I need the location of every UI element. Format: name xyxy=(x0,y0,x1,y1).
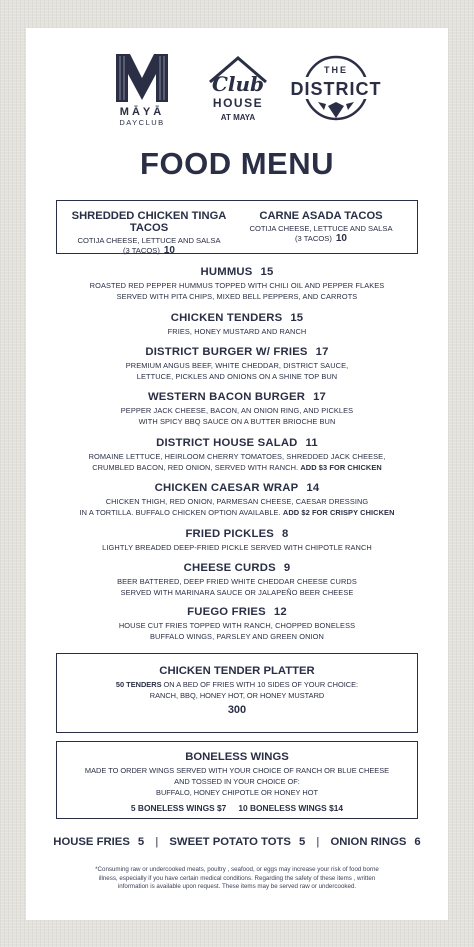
item-description-line: FRIES, HONEY MUSTARD AND RANCH xyxy=(167,327,307,336)
item-name: DISTRICT BURGER W/ FRIES xyxy=(145,346,308,358)
side-price: 5 xyxy=(298,836,306,848)
item-description-line: CRUMBLED BACON, RED ONION, SERVED WITH RANCH. xyxy=(92,463,299,472)
item-price: 15 xyxy=(290,312,304,324)
menu-item-chicken-tenders xyxy=(26,312,448,337)
maya-wordmark: MĀYĀ xyxy=(119,106,165,118)
menu-item-district-burger xyxy=(26,346,448,382)
item-description-line: BEER BATTERED, DEEP FRIED WHITE CHEDDAR CHEESE CURDS xyxy=(117,577,357,586)
boneless-wings-box xyxy=(56,741,418,819)
district-mark xyxy=(288,52,384,128)
separator: | xyxy=(316,836,320,848)
item-description-line: AND TOSSED IN YOUR CHOICE OF: xyxy=(174,777,300,786)
at-maya-text: AT MAYA xyxy=(220,113,256,122)
menu-item-cheese-curds xyxy=(26,562,448,598)
side-name: ONION RINGS xyxy=(330,836,407,848)
menu-item-hummus xyxy=(26,266,448,302)
item-price: 11 xyxy=(305,437,318,449)
item-description: COTIJA CHEESE, LETTUCE AND SALSA xyxy=(77,236,221,245)
item-description-line: PEPPER JACK CHEESE, BACON, AN ONION RING, AND PICKLES xyxy=(120,406,354,415)
item-price: 10 xyxy=(335,233,347,244)
item-price: 17 xyxy=(313,391,327,403)
item-description-line: BUFFALO, HONEY CHIPOTLE OR HONEY HOT xyxy=(156,788,318,797)
item-name: CHEESE CURDS xyxy=(183,562,276,574)
item-name: CHICKEN TENDERS xyxy=(170,312,283,324)
item-name: FUEGO FRIES xyxy=(187,606,266,618)
item-name: FRIED PICKLES xyxy=(185,528,275,540)
item-price: 15 xyxy=(260,266,274,278)
item-description-line: WITH SPICY BBQ SAUCE ON A BUTTER BRIOCHE BUN xyxy=(138,417,336,426)
house-text: HOUSE xyxy=(212,96,264,110)
item-description-line: LIGHTLY BREADED DEEP-FRIED PICKLE SERVED WITH CHIPOTLE RANCH xyxy=(102,543,372,552)
item-name: HUMMUS xyxy=(200,266,253,278)
item-description-line: BUFFALO WINGS, PARSLEY AND GREEN ONION xyxy=(150,632,324,641)
item-description xyxy=(57,679,417,701)
item-description-line: LETTUCE, PICKLES AND ONIONS ON A SHINE TOP BUN xyxy=(136,372,338,381)
menu-item-western-bacon-burger xyxy=(26,391,448,427)
side-name: SWEET POTATO TOTS xyxy=(169,836,291,848)
page-title: FOOD MENU xyxy=(140,146,334,181)
item-description-line: ROMAINE LETTUCE, HEIRLOOM CHERRY TOMATOES, SHREDDED JACK CHEESE, xyxy=(88,452,386,461)
chicken-tender-platter-box xyxy=(56,653,418,733)
item-name: DISTRICT HOUSE SALAD xyxy=(156,437,298,449)
item-name: BONELESS WINGS xyxy=(185,751,289,763)
club-script-text: Club xyxy=(211,72,265,96)
item-price-line xyxy=(63,245,235,256)
club-house-logo xyxy=(202,52,274,135)
item-description-line: IN A TORTILLA. BUFFALO CHICKEN OPTION AVAILABLE. xyxy=(79,508,281,517)
item-description-line: RANCH, BBQ, HONEY HOT, OR HONEY MUSTARD xyxy=(149,691,325,700)
item-addon: ADD $3 FOR CHICKEN xyxy=(300,463,382,472)
item-price: 14 xyxy=(306,482,320,494)
maya-dayclub-logo xyxy=(110,52,174,127)
wing-options xyxy=(57,803,417,813)
item-description-line: ROASTED RED PEPPER HUMMUS TOPPED WITH CHILI OIL AND PEPPER FLAKES xyxy=(89,281,385,290)
item-price: 9 xyxy=(283,562,291,574)
side-price: 5 xyxy=(137,836,145,848)
menu-item-fried-pickles xyxy=(26,528,448,553)
item-description-line: SERVED WITH PITA CHIPS, MIXED BELL PEPPERS, AND CARROTS xyxy=(116,292,358,301)
menu-item-house-salad xyxy=(26,437,448,473)
wing-option: 10 BONELESS WINGS $14 xyxy=(238,803,344,813)
item-description-line: MADE TO ORDER WINGS SERVED WITH YOUR CHOICE OF RANCH OR BLUE CHEESE xyxy=(84,766,390,775)
wing-option: 5 BONELESS WINGS $7 xyxy=(130,803,227,813)
club-house-mark xyxy=(202,52,274,130)
maya-dayclub-text: DAYCLUB xyxy=(119,118,165,127)
separator: | xyxy=(155,836,159,848)
item-description xyxy=(57,765,417,798)
item-name: WESTERN BACON BURGER xyxy=(147,391,306,403)
item-price-line xyxy=(235,233,407,244)
item-addon: ADD $2 FOR CRISPY CHICKEN xyxy=(282,508,395,517)
item-price: 300 xyxy=(227,704,247,716)
item-name: CARNE ASADA TACOS xyxy=(259,210,383,222)
tacos-box xyxy=(56,200,418,254)
menu-item-caesar-wrap xyxy=(26,482,448,518)
item-description-line: CHICKEN THIGH, RED ONION, PARMESAN CHEESE, CAESAR DRESSING xyxy=(105,497,369,506)
maya-m-mark xyxy=(114,52,170,104)
logo-row xyxy=(26,52,448,132)
side-price: 6 xyxy=(414,836,421,848)
taco-item xyxy=(235,210,407,244)
menu-card xyxy=(26,28,448,920)
item-price: 8 xyxy=(282,528,289,540)
item-description-line: SERVED WITH MARINARA SAUCE OR JALAPEÑO BEER CHEESE xyxy=(120,588,354,597)
item-price: 17 xyxy=(315,346,329,358)
item-name: SHREDDED CHICKEN TINGA TACOS xyxy=(71,210,227,234)
item-name: CHICKEN CAESAR WRAP xyxy=(154,482,299,494)
district-the-text: THE xyxy=(324,65,348,75)
item-price: 12 xyxy=(273,606,287,618)
item-name: CHICKEN TENDER PLATTER xyxy=(159,665,315,677)
menu-item-fuego-fries xyxy=(26,606,448,642)
taco-item xyxy=(63,210,235,256)
platter-quantity: 50 TENDERS xyxy=(115,680,162,689)
district-wordmark: DISTRICT xyxy=(290,79,382,99)
item-qty: (3 TACOS) xyxy=(295,234,332,243)
item-description-line: ON A BED OF FRIES WITH 10 SIDES OF YOUR CHOICE: xyxy=(161,680,359,689)
item-description-line: PREMIUM ANGUS BEEF, WHITE CHEDDAR, DISTRICT SAUCE, xyxy=(125,361,349,370)
item-description-line: HOUSE CUT FRIES TOPPED WITH RANCH, CHOPPED BONELESS xyxy=(118,621,356,630)
item-qty: (3 TACOS) xyxy=(123,246,160,255)
the-district-logo xyxy=(288,52,384,133)
sides-row xyxy=(26,836,448,848)
side-name: HOUSE FRIES xyxy=(53,836,130,848)
item-description: COTIJA CHEESE, LETTUCE AND SALSA xyxy=(249,224,393,233)
item-price: 10 xyxy=(163,245,175,256)
footnote-disclaimer: *Consuming raw or undercooked meats, poultry , seafood, or eggs may increase your risk of food borne illness, especially if you have certain medical conditions. Regarding the safety of these items , written information is available upon request. These items may be served raw or undercooked. xyxy=(95,866,379,890)
